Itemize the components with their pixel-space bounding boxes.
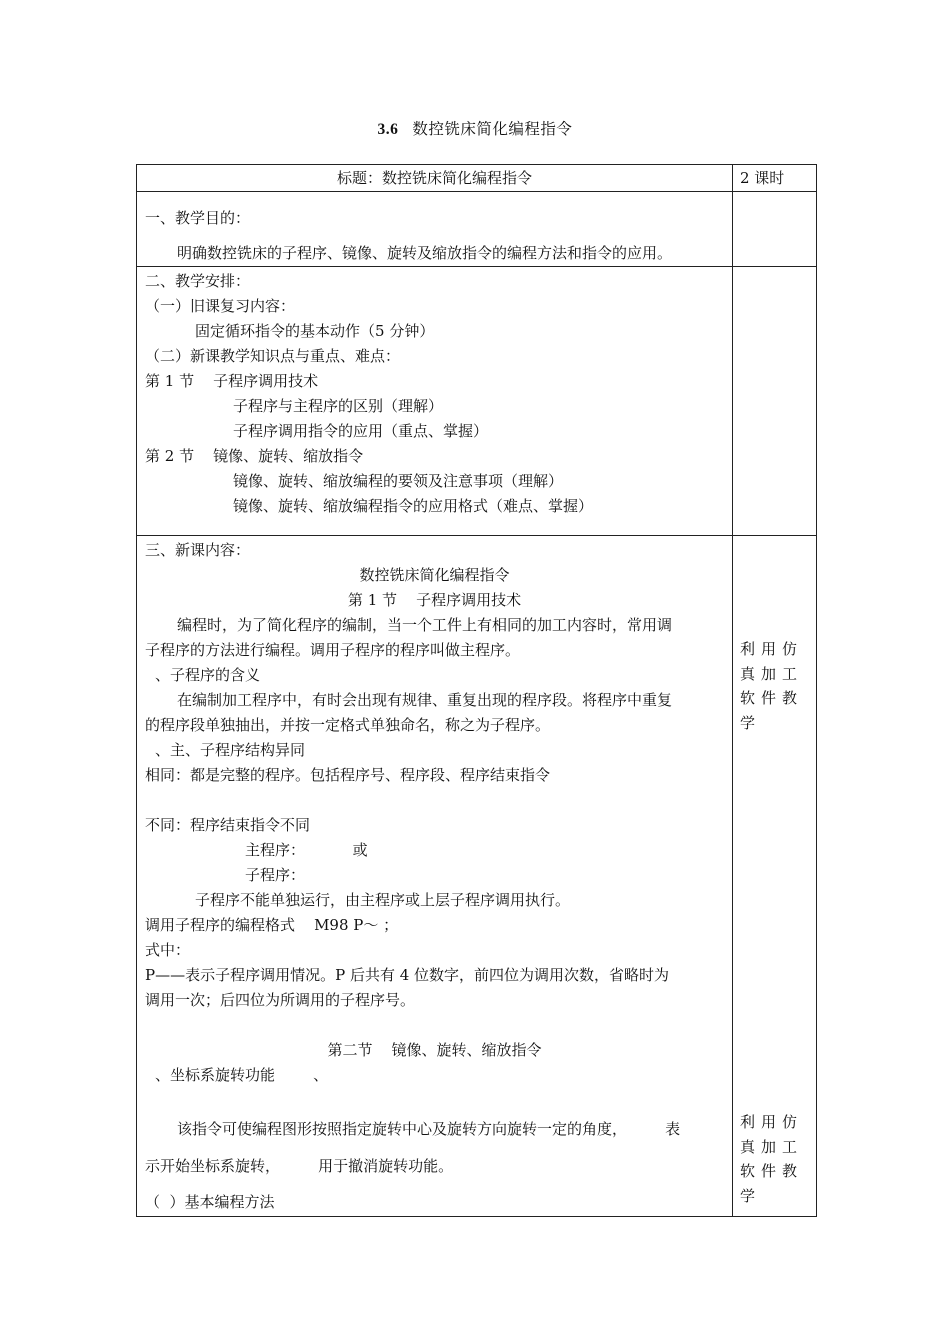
content-side-cell [733,536,816,1216]
content-line: 相同：都是完整的程序。包括程序号、程序段、程序结束指令 [145,766,551,784]
document-title [0,117,950,139]
content-line: 调用一次；后四位为所调用的子程序号。 [145,991,416,1009]
arrangement-heading: 二、教学安排： [145,272,251,290]
content-line: 该指令可使编程图形按照指定旋转中心及旋转方向旋转一定的角度， 表 [177,1120,681,1138]
arrangement-line: （一）旧课复习内容： [145,297,296,315]
section1-title: 第 1 节 子程序调用技术 [347,591,522,609]
content-line: 、主、子程序结构异同 [155,741,306,759]
side-note: 利用仿真加工软件教学 [740,640,804,732]
content-row [137,535,816,1216]
arrangement-row [137,266,816,535]
content-line: 子程序的方法进行编程。调用子程序的程序叫做主程序。 [145,641,521,659]
objective-side-cell [733,192,816,266]
section-number: 3.6 [377,121,399,138]
objective-cell [137,192,733,266]
content-line: 子程序不能单独运行，由主程序或上层子程序调用执行。 [195,891,571,909]
objective-heading: 一、教学目的： [145,209,251,227]
content-line: 在编制加工程序中，有时会出现有规律、重复出现的程序段。将程序中重复 [177,691,673,709]
arrangement-cell [137,267,733,535]
content-line: 编程时，为了简化程序的编制，当一个工件上有相同的加工内容时，常用调 [177,616,673,634]
content-line: 主程序： 或 [245,841,368,859]
content-line: （ ）基本编程方法 [145,1193,275,1211]
content-line: 子程序： [245,866,306,884]
section-title: 数控铣床简化编程指令 [412,120,573,138]
side-note: 利用仿真加工软件教学 [740,1113,804,1205]
arrangement-line: （二）新课教学知识点与重点、难点： [145,347,401,365]
header-hours-cell [733,165,816,191]
content-line: 、坐标系旋转功能 、 [155,1066,329,1084]
content-line: 、子程序的含义 [155,666,261,684]
objective-row [137,191,816,266]
header-title-cell [137,165,733,191]
content-line: 式中： [145,941,191,959]
content-line: 示开始坐标系旋转， 用于撤消旋转功能。 [145,1157,454,1175]
objective-text: 明确数控铣床的子程序、镜像、旋转及缩放指令的编程方法和指令的应用。 [177,244,673,262]
arrangement-line: 第 2 节 镜像、旋转、缩放指令 [145,447,364,465]
content-line: 调用子程序的编程格式 M98 P～ ； [145,916,399,934]
arrangement-line: 固定循环指令的基本动作（5 分钟） [195,322,435,340]
content-cell [137,536,733,1216]
section2-title: 第二节 镜像、旋转、缩放指令 [327,1041,542,1059]
arrangement-line: 第 1 节 子程序调用技术 [145,372,319,390]
arrangement-line: 镜像、旋转、缩放编程指令的应用格式（难点、掌握） [233,497,594,515]
arrangement-line: 子程序与主程序的区别（理解） [233,397,444,415]
content-line: 不同：程序结束指令不同 [145,816,311,834]
header-hours: 2 课时 [740,169,785,187]
content-subtitle: 数控铣床简化编程指令 [359,566,510,584]
header-title: 标题：数控铣床简化编程指令 [336,169,532,187]
arrangement-side-cell [733,267,816,535]
content-line: P——表示子程序调用情况。P 后共有 4 位数字，前四位为调用次数，省略时为 [145,966,670,984]
lesson-plan-table [136,164,817,1217]
arrangement-line: 子程序调用指令的应用（重点、掌握） [233,422,489,440]
content-line: 的程序段单独抽出，并按一定格式单独命名，称之为子程序。 [145,716,551,734]
header-row [137,165,816,191]
content-heading: 三、新课内容： [145,541,251,559]
arrangement-line: 镜像、旋转、缩放编程的要领及注意事项（理解） [233,472,564,490]
